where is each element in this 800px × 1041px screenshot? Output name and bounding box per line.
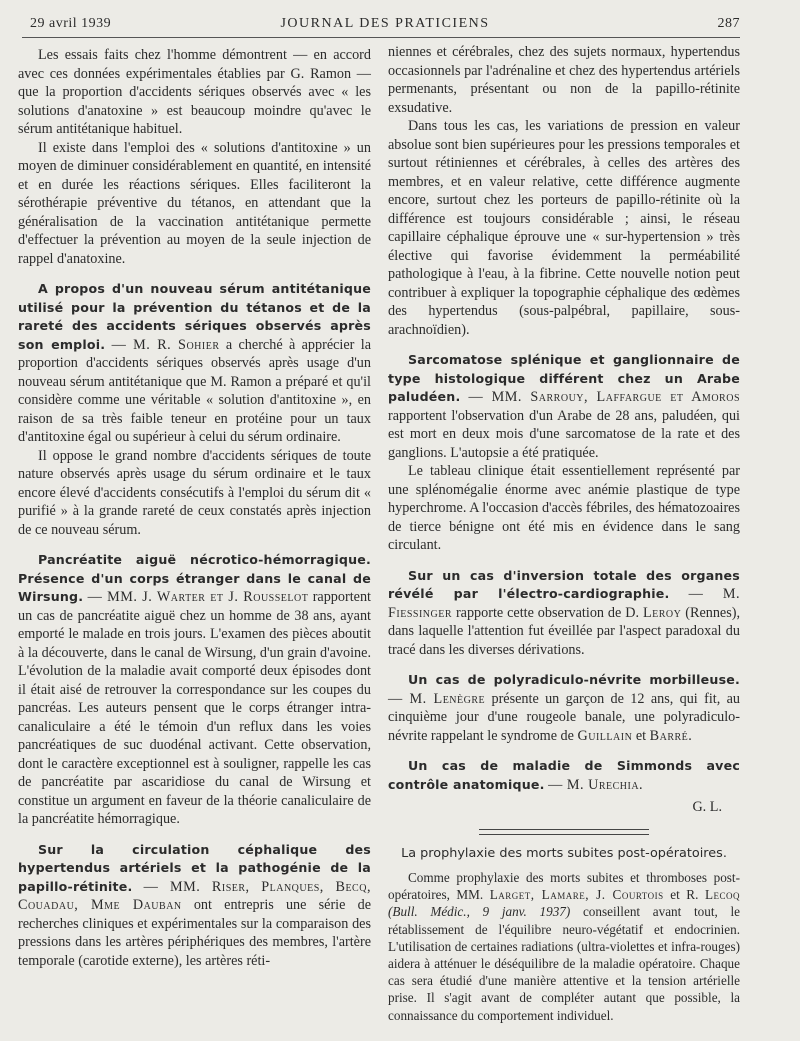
article-text: et — [635, 727, 647, 744]
paragraph: Il oppose le grand nombre d'accidents sériques de toute nature observés après usage du sérum ordinaire et le taux encore élevé d'accidents consécutifs à l'emploi du sérum dit « purifié » à la grande rareté de ceux constatés après injection de ce nouveau sérum. — [18, 447, 371, 538]
article-sohier — [18, 280, 371, 447]
article-text: a cherché à apprécier la proportion d'accidents sériques observés après usage d'un nouveau sérum antitétanique que M. Ramon a préparé et qu'il considère comme une véritable « solution d'antitoxine », en raison de sa très faible teneur en protéine pour un taux d'antitoxine égal ou supérieur à celui du sérum ordinaire. — [18, 336, 371, 445]
reference: (Bull. Médic., 9 janv. 1937) — [388, 904, 571, 920]
article-text: (Rennes), dans laquelle l'attention fut éveillée par l'aspect paradoxal du tracé dans les diverses dérivations. — [388, 604, 741, 658]
paragraph: Les essais faits chez l'homme démontrent — en accord avec ces données expérimentales établies par G. Ramon — que la proportion d'accidents sériques observés avec « les solutions d'anatoxine » est beaucoup moindre qu'avec le sérum antitétanique habituel. — [18, 47, 371, 137]
author-names: Larget, Lamare, J. Courtois — [489, 887, 664, 903]
article-warter — [18, 551, 371, 829]
article-text: rapportent l'observation d'un Arabe de 28 ans, paludéen, qui est mort en deux mois d'une sarcomatose de la rate et des ganglions. L'autopsie a été pratiquée. — [388, 407, 740, 461]
article-authors: — M. Urechia. — [548, 776, 644, 793]
article-title: Sarcomatose splénique et ganglionnaire de type histologique différent chez un Arabe paludéen. — [388, 352, 740, 404]
article-riser — [18, 841, 371, 971]
text-span: conseillent avant tout, le rétablissement de l'équilibre neuro-végétatif et endocrinien. L'utilisation de certaines radiations (ultra-violettes et infra-rouges) aidera à atténuer le déséquilibre de la maladie opératoire. Chaque cas sera étudié d'une manière attentive et la tension artérielle prise. Il s'agit avant de compléter autant que possible, la connaissance du comportement individuel. — [388, 904, 740, 1023]
paragraph: niennes et cérébrales, chez des sujets normaux, hypertendus occasionnels par l'adrénaline et chez des hypertendus artériels permenants, présentant ou non de la papillo-rétinite exsudative. — [388, 44, 740, 116]
section-text — [388, 869, 740, 1024]
paragraph: Le tableau clinique était essentiellement représenté par une splénomégalie énorme avec anémie plastique de type hyperchrome. A l'occasion d'accès fébriles, des hématozoaires de tierce bénigne ont été mis en évidence dans le sang circulant. — [388, 463, 740, 553]
paragraph: Il existe dans l'emploi des « solutions d'antitoxine » un moyen de diminuer considérablement en quantité, en intensité et en durée les réactions sériques. Elles faciliteront la sérothérapie préventive du tétanos, en attendant que la généralisation de la vaccination antitétanique permette d'effectuer la prévention au moyen de la seule injection de rappel d'anatoxine. — [18, 139, 371, 267]
article-authors: — M. R. Sohier — [111, 336, 220, 353]
article-title: Un cas de polyradiculo-névrite morbilleuse. — [408, 672, 740, 687]
article-title: Un cas de maladie de Simmonds avec contrôle anatomique. — [388, 758, 740, 792]
signature: G. L. — [692, 799, 722, 815]
left-column — [18, 46, 371, 970]
issue-date: 29 avril 1939 — [30, 16, 112, 31]
article-text: rapportent un cas de pancréatite aiguë chez un homme de 38 ans, ayant emporté le malade en trois jours. L'examen des pièces aboutit à la découverte, dans le canal de Wirsung, d'un grain d'avoine. L'évolution de la maladie avait comporté deux épisodes dont il était aisé de retrouver la correspondance sur les coupes du pancréas. Les auteurs pensent que le corps étranger intra-canaliculaire a été le témoin d'un reflux dans les voies pancréatiques de suc duodénal activant. Cette observation, dont le caractère exceptionnel est à souligner, rappelle les cas de pancréatite par ascaridiose du canal de Wirsung et constitue un argument en faveur de la théorie canaliculaire de la pancréatite hémorragique. — [18, 589, 371, 827]
author-name: Barré — [649, 727, 689, 744]
article-text: rapporte cette observation de D. — [455, 604, 643, 621]
paragraph: Dans tous les cas, les variations de pression en valeur absolue sont bien supérieures pour les pressions temporales et surtout rétiniennes et cérébrales, à celles des artères des membres, et en valeur relative, cette différence augmente encore, surtout chez les porteurs de papillo-rétinite où la différence est toujours considérable ; ainsi, le réseau capillaire céphalique éprouve une « sur-hypertension » très élective qui favorise évidemment la perméabilité pathologique à l'eau, à la fibrine. Cette nouvelle notion peut contribuer à expliquer la topographie céphalique des œdèmes des hypertendus (sous-palpébral, papillaire, sous-arachnoïdien). — [388, 118, 740, 338]
article-lenegre: Un cas de polyradiculo-névrite morbilleuse. — M. Lenègre présente un garçon de 12 ans, qui fit, au cinquième jour d'une rougeole banale, une polyradiculo-névrite rappelant le syndrome de Guillain et Barré. — [388, 672, 740, 744]
text-span: et R. — [670, 887, 705, 903]
article-text: présente un garçon de 12 ans, qui fit, au cinquième jour d'une rougeole banale, une polyradiculo-névrite rappelant le syndrome de — [388, 690, 740, 744]
section-title: La prophylaxie des morts subites post-opératoires. — [401, 845, 727, 861]
article-authors: — MM. Sarrouy, Laffargue et Amoros — [468, 389, 740, 405]
article-text: ont entrepris une série de recherches cliniques et expérimentales sur la comparaison des pressions dans les artères périphériques des membres, l'artère temporale (carotide externe), les artères réti- — [18, 897, 371, 969]
right-column — [388, 43, 740, 1024]
article-title: A propos d'un nouveau sérum antitétanique utilisé pour la prévention du tétanos et de la rareté des accidents sériques observés après son emploi. — [18, 281, 371, 352]
article-authors: — MM. Riser, Planques, Becq, Couadau, Mme Dauban — [18, 878, 371, 913]
article-authors: — M. Fiessinger — [388, 586, 740, 621]
author-name: Guillain — [577, 727, 633, 744]
article-title: Sur un cas d'inversion totale des organes révélé par l'électro-cardiographie. — [388, 567, 740, 601]
article-fiessinger — [388, 567, 740, 660]
article-sarrouy — [388, 351, 740, 462]
article-urechia — [388, 757, 740, 794]
page-number: 287 — [717, 16, 740, 31]
article-authors: — MM. J. Warter et J. Rousselot — [87, 589, 309, 605]
author-name: Lecoq — [704, 887, 741, 903]
article-authors: — M. Lenègre — [388, 690, 486, 707]
text-span: Comme prophylaxie des morts subites et thromboses post-opératoires, MM. — [388, 870, 740, 903]
journal-title: JOURNAL DES PRATICIENS — [280, 16, 490, 31]
header-rule — [22, 37, 740, 38]
article-title: Sur la circulation céphalique des hypertendus artériels et la pathogénie de la papillo-rétinite. — [18, 841, 371, 894]
page-header — [30, 16, 740, 36]
author-name: Leroy — [642, 604, 682, 621]
double-rule — [479, 829, 649, 835]
article-title: Pancréatite aiguë nécrotico-hémorragique. Présence d'un corps étranger dans le canal de Wirsung. — [18, 552, 371, 604]
